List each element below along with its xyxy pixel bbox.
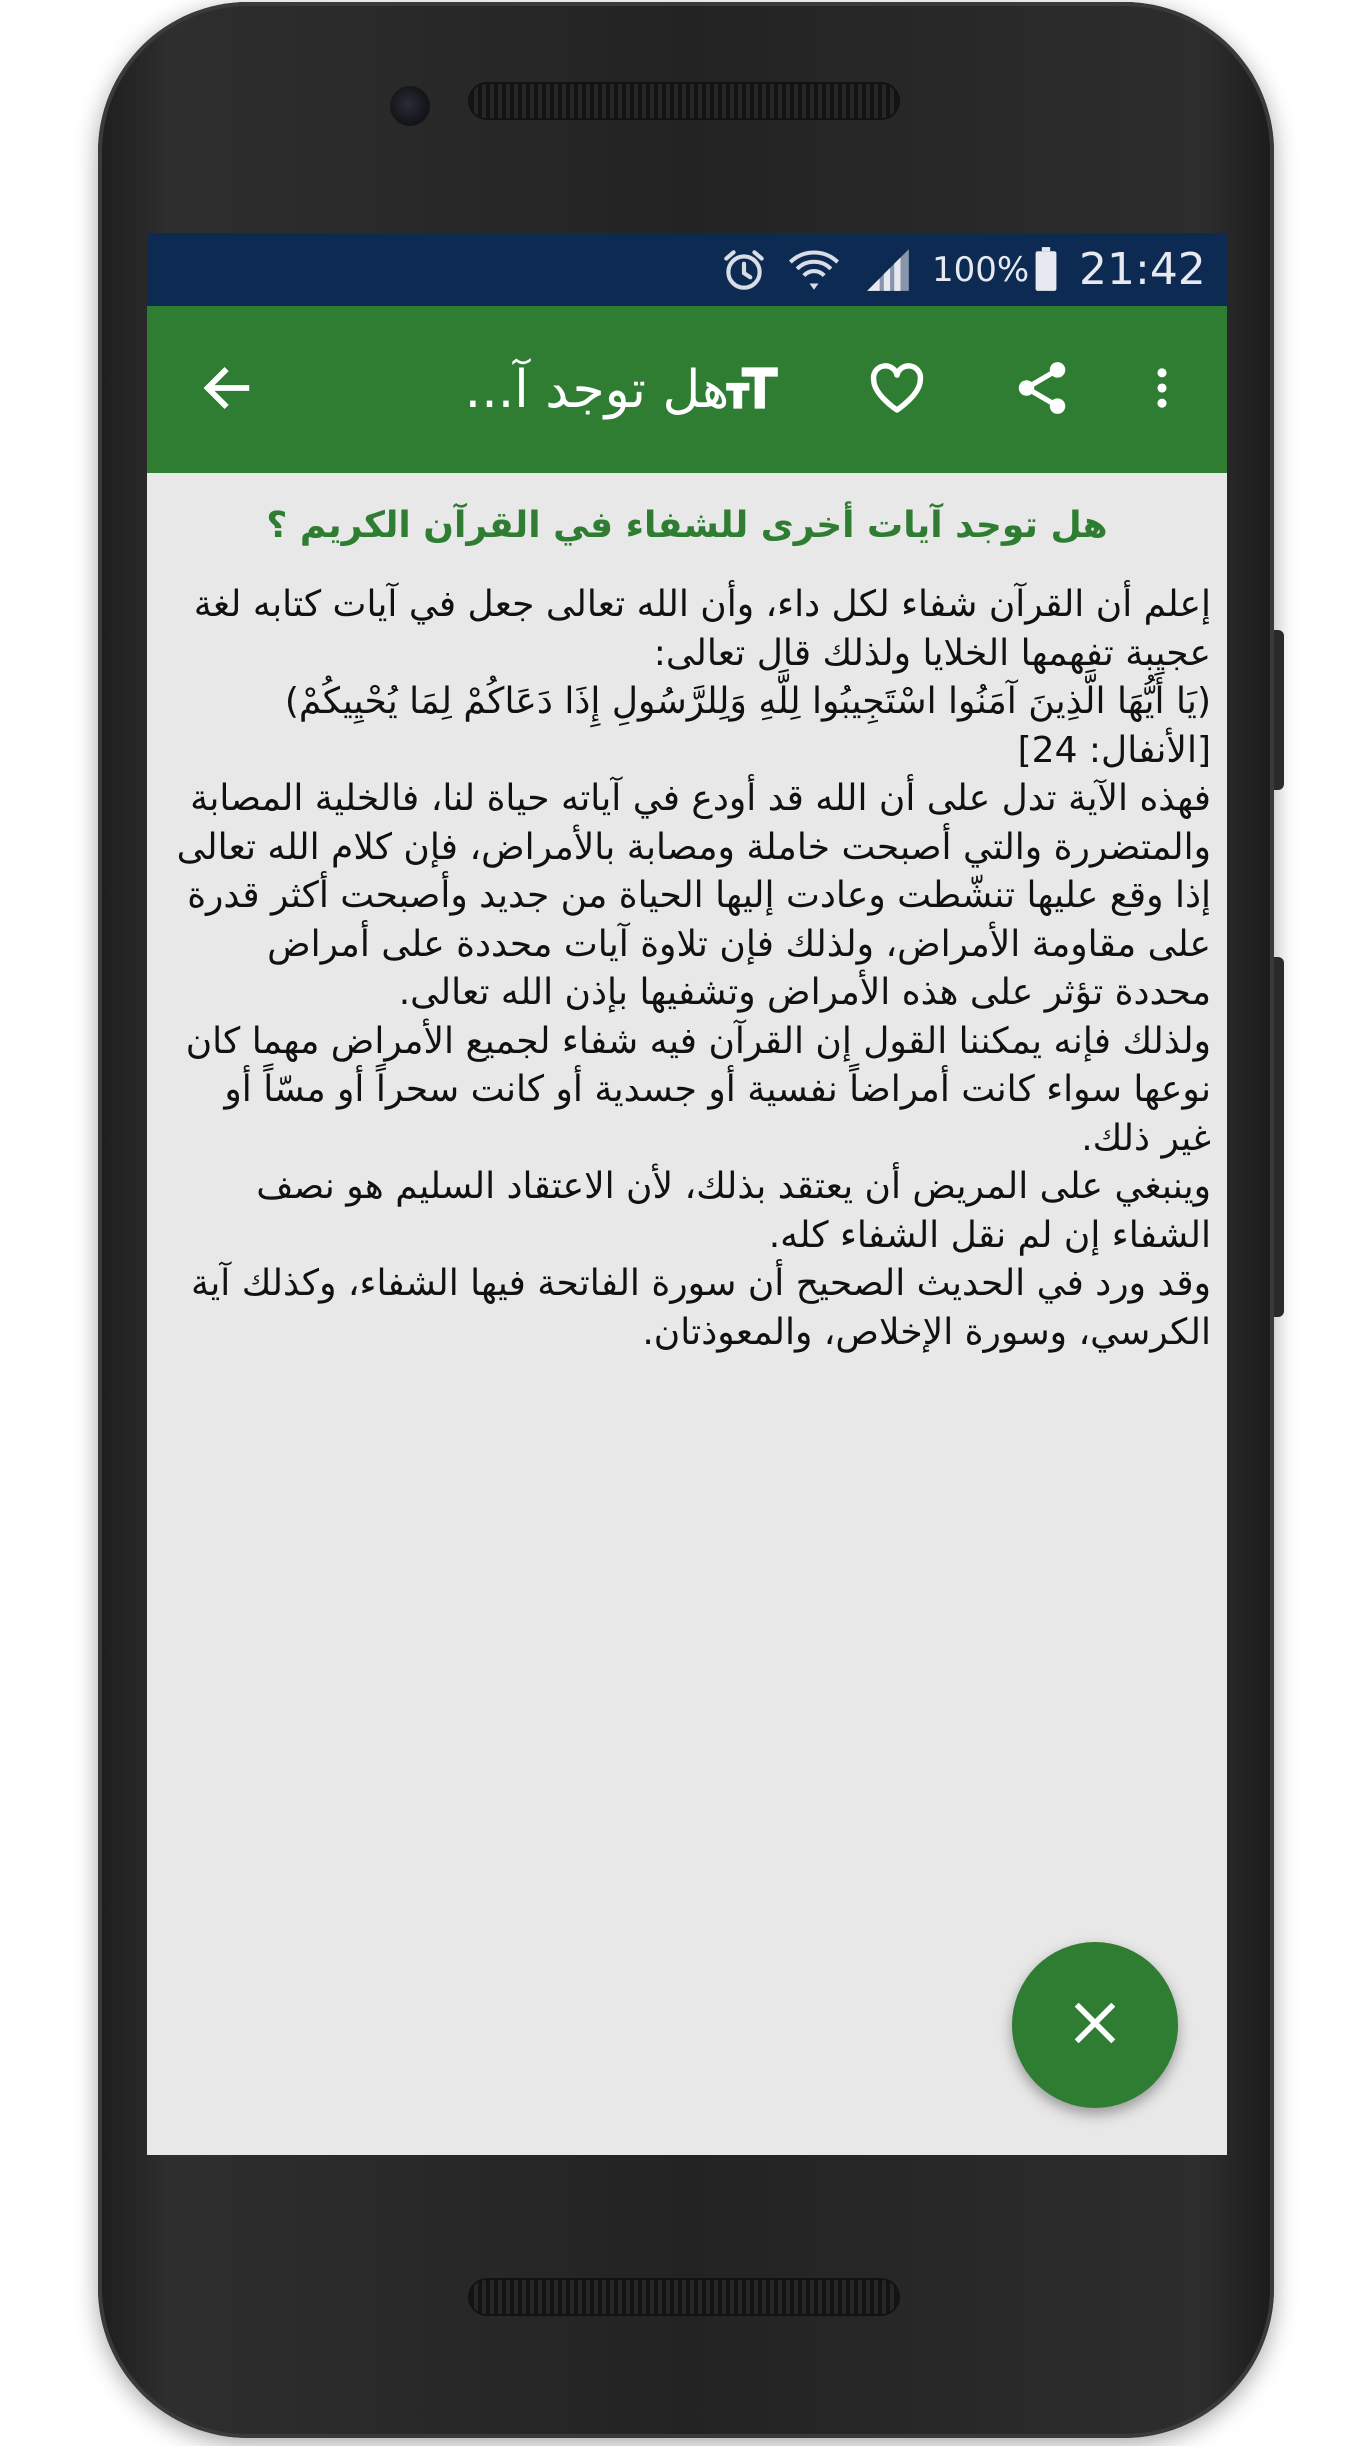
more-vert-icon xyxy=(1136,362,1188,418)
article-body xyxy=(175,581,1211,1357)
article-content xyxy=(147,473,1227,2155)
battery-percent: 100% xyxy=(932,249,1030,290)
article-quran-verse: (يَا أَيُّهَا الَّذِينَ آمَنُوا اسْتَجِيبُوا لِلَّهِ وَلِلرَّسُولِ إِذَا دَعَاكُمْ لِمَا يُحْيِيكُمْ) xyxy=(284,681,1211,722)
alarm-icon xyxy=(719,233,769,306)
volume-button xyxy=(1274,957,1284,1317)
screen xyxy=(147,233,1227,2155)
article-paragraph: وينبغي على المريض أن يعتقد بذلك، لأن الاعتقاد السليم هو نصف الشفاء إن لم نقل الشفاء كله. xyxy=(256,1166,1211,1256)
wifi-icon xyxy=(787,233,841,306)
share-icon xyxy=(1011,357,1073,423)
signal-icon xyxy=(863,233,913,306)
heart-icon xyxy=(866,357,928,423)
battery-icon xyxy=(1031,233,1061,306)
close-icon xyxy=(1067,1995,1123,2055)
close-fab-button[interactable] xyxy=(1012,1942,1178,2108)
back-button[interactable] xyxy=(187,306,267,473)
power-button xyxy=(1274,630,1284,790)
favorite-button[interactable] xyxy=(852,306,942,473)
text-size-button[interactable] xyxy=(707,306,797,473)
toolbar xyxy=(147,306,1227,473)
back-arrow-icon xyxy=(198,359,256,421)
article-paragraph: ولذلك فإنه يمكننا القول إن القرآن فيه شفاء لجميع الأمراض مهما كان نوعها سواء كانت أمراضاً نفسية أو جسدية أو كانت سحراً أو مسّاً أو غير ذلك. xyxy=(185,1020,1211,1159)
text-size-icon xyxy=(721,357,783,423)
article-paragraph: إعلم أن القرآن شفاء لكل داء، وأن الله تعالى جعل في آيات كتابه لغة عجيبة تفهمها الخلايا ولذلك قال تعالى: xyxy=(193,584,1211,674)
top-speaker xyxy=(470,84,898,118)
front-camera xyxy=(390,86,430,126)
more-options-button[interactable] xyxy=(1127,306,1197,473)
bottom-speaker xyxy=(470,2280,898,2314)
article-paragraph: وقد ورد في الحديث الصحيح أن سورة الفاتحة فيها الشفاء، وكذلك آية الكرسي، وسورة الإخلاص، والمعوذتان. xyxy=(190,1263,1211,1353)
status-bar xyxy=(147,233,1227,306)
article-paragraph: فهذه الآية تدل على أن الله قد أودع في آياته حياة لنا، فالخلية المصابة والمتضررة والتي أصبحت خاملة ومصابة بالأمراض، فإن كلام الله تعالى إذا وقع عليها تنشّطت وعادت إليها الحياة من جديد وأصبحت أكثر قدرة على مقاومة الأمراض، ولذلك فإن تلاوة آيات محددة على أمراض محددة تؤثر على هذه الأمراض وتشفيها بإذن الله تعالى. xyxy=(176,778,1211,1013)
article-verse-reference: [الأنفال: 24] xyxy=(1017,729,1211,771)
toolbar-title: هل توجد آ... xyxy=(464,359,730,420)
share-button[interactable] xyxy=(997,306,1087,473)
clock: 21:42 xyxy=(1079,244,1206,295)
article-heading: هل توجد آيات أخرى للشفاء في القرآن الكريم ؟ xyxy=(266,505,1108,546)
